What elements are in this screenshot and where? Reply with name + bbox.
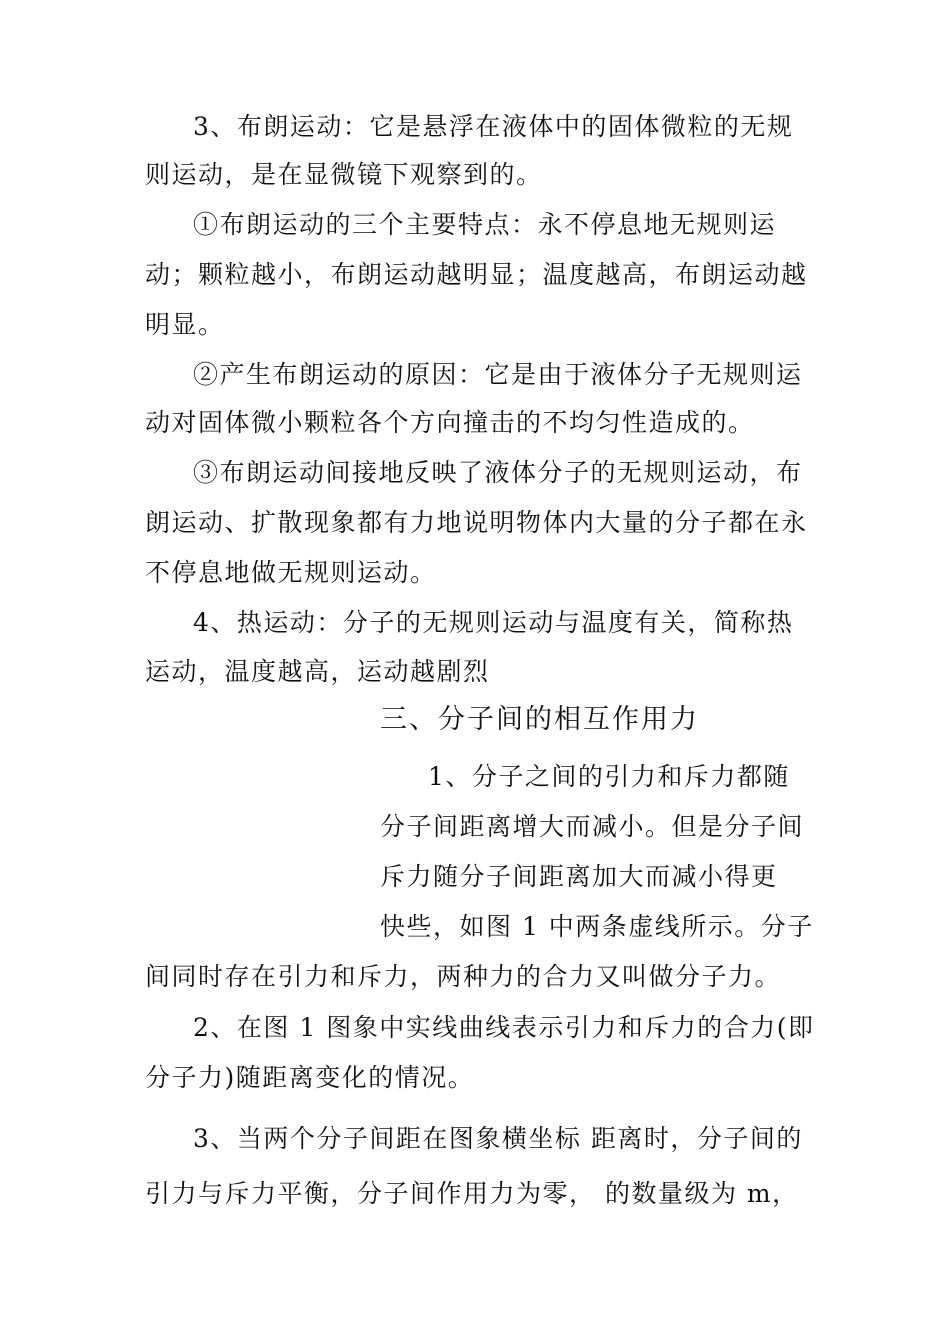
paragraph-line: 运动，温度越高，运动越剧烈 (145, 657, 490, 686)
paragraph-line: 3、当两个分子间距在图象横坐标 距离时，分子间的 (193, 1124, 803, 1153)
section-title: 三、分子间的相互作用力 (380, 704, 699, 735)
paragraph-line: 间同时存在引力和斥力，两种力的合力又叫做分子力。 (145, 962, 782, 991)
paragraph-line: 动对固体微小颗粒各个方向撞击的不均匀性造成的。 (145, 408, 755, 437)
paragraph-line: 则运动，是在显微镜下观察到的。 (145, 160, 543, 189)
paragraph-line: 不停息地做无规则运动。 (145, 558, 437, 587)
paragraph-line: 斥力随分子间距离加大而减小得更 (380, 862, 778, 891)
paragraph-line: 分子力)随距离变化的情况。 (145, 1063, 475, 1092)
paragraph-line: 引力与斥力平衡，分子间作用力为零， 的数量级为 m， (145, 1179, 799, 1208)
paragraph-line: ③布朗运动间接地反映了液体分子的无规则运动，布 (193, 458, 803, 487)
paragraph-line: ②产生布朗运动的原因：它是由于液体分子无规则运 (193, 360, 803, 389)
paragraph-line: 动；颗粒越小，布朗运动越明显；温度越高，布朗运动越 (145, 260, 808, 289)
paragraph-line: ①布朗运动的三个主要特点：永不停息地无规则运 (193, 210, 777, 239)
paragraph-line: 2、在图 1 图象中实线曲线表示引力和斥力的合力(即 (193, 1013, 815, 1042)
paragraph-line: 分子间距离增大而减小。但是分子间 (380, 812, 805, 841)
paragraph-line: 3、布朗运动：它是悬浮在液体中的固体微粒的无规 (193, 112, 794, 141)
paragraph-line: 朗运动、扩散现象都有力地说明物体内大量的分子都在永 (145, 508, 808, 537)
paragraph-line: 1、分子之间的引力和斥力都随 (428, 762, 790, 791)
paragraph-line: 4、热运动：分子的无规则运动与温度有关，简称热 (193, 608, 794, 637)
paragraph-line: 快些，如图 1 中两条虚线所示。分子 (380, 912, 814, 941)
paragraph-line: 明显。 (145, 310, 225, 339)
